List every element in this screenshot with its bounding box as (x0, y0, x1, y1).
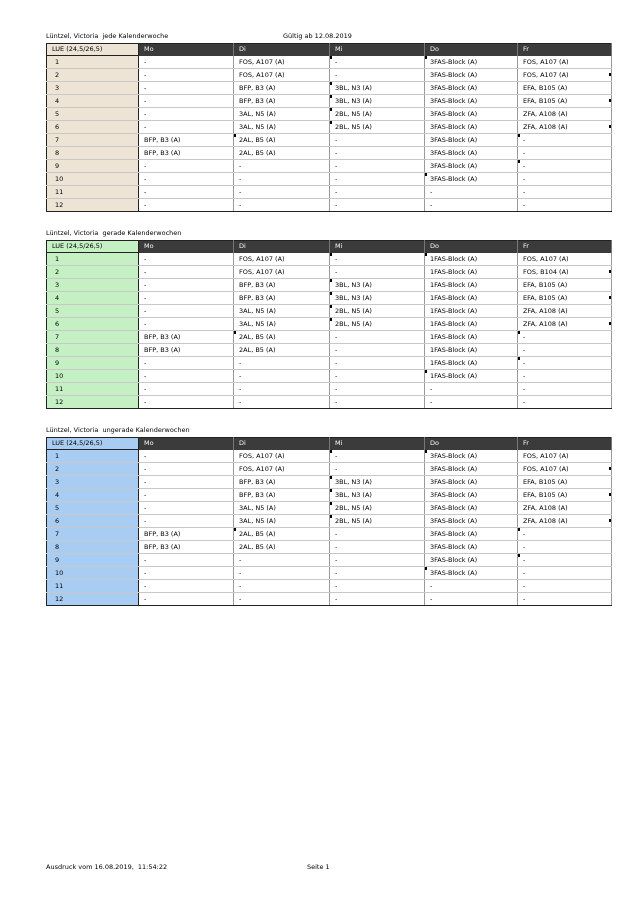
table-row (47, 279, 612, 292)
period-number: 1 (47, 56, 139, 69)
table-row (47, 580, 612, 593)
table-row (47, 56, 612, 69)
period-number: 6 (47, 318, 139, 331)
table-row (47, 186, 612, 199)
day-header-mo: Mo (139, 241, 234, 253)
lesson-cell-mo: - (139, 186, 234, 199)
lesson-cell-mo: - (139, 305, 234, 318)
lesson-cell-mo: - (139, 396, 234, 409)
lesson-cell-di: 3AL, N5 (A) (234, 318, 330, 331)
lesson-cell-di: FOS, A107 (A) (234, 450, 330, 463)
lesson-cell-do: - (425, 580, 518, 593)
table-row (47, 292, 612, 305)
lesson-cell-di: 2AL, B5 (A) (234, 528, 330, 541)
period-number: 5 (47, 305, 139, 318)
lesson-cell-do: 3FAS-Block (A) (425, 567, 518, 580)
day-header-fr: Fr (518, 438, 612, 450)
lesson-cell-di: FOS, A107 (A) (234, 69, 330, 82)
lesson-cell-fr: EFA, B105 (A) (518, 489, 612, 502)
table-row (47, 199, 612, 212)
day-header-do: Do (425, 44, 518, 56)
lesson-cell-do: 3FAS-Block (A) (425, 502, 518, 515)
timetable (46, 240, 612, 409)
lesson-cell-mo: - (139, 383, 234, 396)
period-number: 4 (47, 95, 139, 108)
lesson-cell-di: 2AL, B5 (A) (234, 134, 330, 147)
lesson-cell-fr: - (518, 134, 612, 147)
period-number: 3 (47, 82, 139, 95)
lesson-cell-mo: - (139, 318, 234, 331)
lesson-cell-mo: BFP, B3 (A) (139, 134, 234, 147)
lesson-cell-di: 2AL, B5 (A) (234, 331, 330, 344)
timetable (46, 43, 612, 212)
lesson-cell-di: BFP, B3 (A) (234, 489, 330, 502)
lesson-cell-mo: - (139, 82, 234, 95)
lesson-cell-mi: 3BL, N3 (A) (330, 95, 425, 108)
lesson-cell-mo: - (139, 266, 234, 279)
lesson-cell-mo: - (139, 199, 234, 212)
lesson-cell-mo: - (139, 489, 234, 502)
lesson-cell-fr: - (518, 344, 612, 357)
table-row (47, 160, 612, 173)
period-number: 6 (47, 515, 139, 528)
table-row (47, 305, 612, 318)
lesson-cell-do: 3FAS-Block (A) (425, 528, 518, 541)
lesson-cell-do: 3FAS-Block (A) (425, 173, 518, 186)
period-number: 7 (47, 331, 139, 344)
lesson-cell-mi: - (330, 593, 425, 606)
table-row (47, 82, 612, 95)
table-row (47, 266, 612, 279)
lesson-cell-mi: - (330, 541, 425, 554)
print-date: Ausdruck vom 16.08.2019, 11:54:22 (46, 863, 168, 871)
lesson-cell-fr: ZFA, A108 (A) (518, 305, 612, 318)
lesson-cell-mo: - (139, 580, 234, 593)
lesson-cell-mi: - (330, 554, 425, 567)
timetable-title: Lüntzel, Victoria jede Kalenderwoche (46, 32, 169, 40)
header-row (47, 241, 612, 253)
lesson-cell-mo: - (139, 253, 234, 266)
lesson-cell-di: - (234, 160, 330, 173)
lesson-cell-mi: 2BL, N5 (A) (330, 305, 425, 318)
table-row (47, 463, 612, 476)
period-number: 11 (47, 580, 139, 593)
period-number: 8 (47, 344, 139, 357)
table-row (47, 253, 612, 266)
lesson-cell-mo: - (139, 56, 234, 69)
table-row (47, 554, 612, 567)
lesson-cell-mi: - (330, 147, 425, 160)
lesson-cell-mi: - (330, 186, 425, 199)
lesson-cell-mo: - (139, 567, 234, 580)
table-row (47, 318, 612, 331)
lesson-cell-mo: - (139, 121, 234, 134)
day-header-fr: Fr (518, 241, 612, 253)
lesson-cell-fr: FOS, A107 (A) (518, 56, 612, 69)
lesson-cell-do: 1FAS-Block (A) (425, 292, 518, 305)
period-number: 2 (47, 463, 139, 476)
day-header-di: Di (234, 44, 330, 56)
timetable-title: Lüntzel, Victoria gerade Kalenderwochen (46, 229, 182, 237)
period-number: 12 (47, 396, 139, 409)
period-number: 3 (47, 279, 139, 292)
period-number: 11 (47, 383, 139, 396)
lesson-cell-fr: - (518, 580, 612, 593)
lesson-cell-fr: - (518, 528, 612, 541)
lesson-cell-mi: - (330, 528, 425, 541)
lesson-cell-do: - (425, 396, 518, 409)
lesson-cell-do: 3FAS-Block (A) (425, 541, 518, 554)
lesson-cell-fr: FOS, A107 (A) (518, 450, 612, 463)
lesson-cell-mi: - (330, 253, 425, 266)
lesson-cell-di: BFP, B3 (A) (234, 95, 330, 108)
lesson-cell-di: 3AL, N5 (A) (234, 121, 330, 134)
lesson-cell-fr: EFA, B105 (A) (518, 279, 612, 292)
day-header-do: Do (425, 438, 518, 450)
table-row (47, 95, 612, 108)
lesson-cell-fr: FOS, A107 (A) (518, 253, 612, 266)
lesson-cell-mo: - (139, 463, 234, 476)
period-number: 7 (47, 134, 139, 147)
lesson-cell-fr: FOS, A107 (A) (518, 69, 612, 82)
lesson-cell-di: - (234, 580, 330, 593)
table-row (47, 502, 612, 515)
lesson-cell-mo: - (139, 370, 234, 383)
lesson-cell-mo: - (139, 279, 234, 292)
table-row (47, 541, 612, 554)
lesson-cell-di: - (234, 370, 330, 383)
lesson-cell-fr: - (518, 396, 612, 409)
page-number: Seite 1 (307, 863, 330, 871)
lesson-cell-mo: - (139, 173, 234, 186)
lesson-cell-mo: BFP, B3 (A) (139, 331, 234, 344)
lesson-cell-do: 3FAS-Block (A) (425, 108, 518, 121)
day-header-do: Do (425, 241, 518, 253)
lesson-cell-do: 3FAS-Block (A) (425, 56, 518, 69)
lesson-cell-mo: - (139, 593, 234, 606)
lesson-cell-fr: - (518, 541, 612, 554)
class-header: LUE (24,5/26,5) (47, 438, 139, 450)
period-number: 4 (47, 292, 139, 305)
lesson-cell-do: 1FAS-Block (A) (425, 357, 518, 370)
lesson-cell-do: 3FAS-Block (A) (425, 515, 518, 528)
lesson-cell-di: FOS, A107 (A) (234, 253, 330, 266)
lesson-cell-do: - (425, 383, 518, 396)
lesson-cell-fr: - (518, 593, 612, 606)
lesson-cell-mi: - (330, 266, 425, 279)
lesson-cell-do: - (425, 186, 518, 199)
lesson-cell-di: - (234, 593, 330, 606)
period-number: 2 (47, 266, 139, 279)
lesson-cell-fr: ZFA, A108 (A) (518, 121, 612, 134)
lesson-cell-do: 1FAS-Block (A) (425, 305, 518, 318)
lesson-cell-do: 3FAS-Block (A) (425, 450, 518, 463)
lesson-cell-fr: ZFA, A108 (A) (518, 515, 612, 528)
lesson-cell-mi: 2BL, N5 (A) (330, 121, 425, 134)
day-header-mi: Mi (330, 44, 425, 56)
lesson-cell-mi: - (330, 173, 425, 186)
lesson-cell-fr: - (518, 186, 612, 199)
lesson-cell-mo: - (139, 450, 234, 463)
lesson-cell-mi: - (330, 567, 425, 580)
table-row (47, 147, 612, 160)
lesson-cell-mo: - (139, 292, 234, 305)
lesson-cell-mi: - (330, 450, 425, 463)
lesson-cell-do: 3FAS-Block (A) (425, 134, 518, 147)
lesson-cell-fr: - (518, 357, 612, 370)
period-number: 12 (47, 199, 139, 212)
lesson-cell-fr: - (518, 199, 612, 212)
lesson-cell-di: 3AL, N5 (A) (234, 502, 330, 515)
lesson-cell-mi: 2BL, N5 (A) (330, 108, 425, 121)
table-row (47, 344, 612, 357)
lesson-cell-fr: - (518, 383, 612, 396)
period-number: 12 (47, 593, 139, 606)
lesson-cell-di: FOS, A107 (A) (234, 56, 330, 69)
period-number: 3 (47, 476, 139, 489)
lesson-cell-mi: - (330, 199, 425, 212)
day-header-mo: Mo (139, 438, 234, 450)
lesson-cell-di: 3AL, N5 (A) (234, 108, 330, 121)
lesson-cell-do: 3FAS-Block (A) (425, 489, 518, 502)
day-header-di: Di (234, 438, 330, 450)
lesson-cell-di: - (234, 383, 330, 396)
period-number: 1 (47, 450, 139, 463)
timetable (46, 437, 612, 606)
period-number: 7 (47, 528, 139, 541)
lesson-cell-mi: - (330, 383, 425, 396)
lesson-cell-mi: 3BL, N3 (A) (330, 279, 425, 292)
lesson-cell-do: 3FAS-Block (A) (425, 69, 518, 82)
period-number: 1 (47, 253, 139, 266)
period-number: 5 (47, 108, 139, 121)
lesson-cell-mo: - (139, 554, 234, 567)
lesson-cell-do: 1FAS-Block (A) (425, 279, 518, 292)
period-number: 10 (47, 173, 139, 186)
lesson-cell-mo: - (139, 69, 234, 82)
lesson-cell-mi: - (330, 463, 425, 476)
table-row (47, 370, 612, 383)
lesson-cell-mo: BFP, B3 (A) (139, 147, 234, 160)
lesson-cell-do: - (425, 199, 518, 212)
lesson-cell-do: 1FAS-Block (A) (425, 266, 518, 279)
lesson-cell-do: 3FAS-Block (A) (425, 476, 518, 489)
period-number: 10 (47, 370, 139, 383)
table-row (47, 383, 612, 396)
lesson-cell-mi: 2BL, N5 (A) (330, 318, 425, 331)
lesson-cell-di: - (234, 199, 330, 212)
period-number: 10 (47, 567, 139, 580)
lesson-cell-mo: - (139, 357, 234, 370)
table-row (47, 108, 612, 121)
lesson-cell-di: BFP, B3 (A) (234, 476, 330, 489)
lesson-cell-fr: EFA, B105 (A) (518, 292, 612, 305)
header-row (47, 44, 612, 56)
lesson-cell-di: 3AL, N5 (A) (234, 515, 330, 528)
day-header-mi: Mi (330, 438, 425, 450)
lesson-cell-mo: BFP, B3 (A) (139, 528, 234, 541)
period-number: 2 (47, 69, 139, 82)
lesson-cell-fr: - (518, 173, 612, 186)
lesson-cell-mi: - (330, 357, 425, 370)
lesson-cell-mo: - (139, 502, 234, 515)
lesson-cell-mi: 3BL, N3 (A) (330, 489, 425, 502)
period-number: 9 (47, 160, 139, 173)
lesson-cell-fr: ZFA, A108 (A) (518, 318, 612, 331)
lesson-cell-fr: ZFA, A108 (A) (518, 502, 612, 515)
lesson-cell-do: 1FAS-Block (A) (425, 318, 518, 331)
table-row (47, 134, 612, 147)
lesson-cell-do: 1FAS-Block (A) (425, 331, 518, 344)
lesson-cell-mo: BFP, B3 (A) (139, 541, 234, 554)
lesson-cell-mi: 2BL, N5 (A) (330, 515, 425, 528)
lesson-cell-di: - (234, 186, 330, 199)
lesson-cell-do: - (425, 593, 518, 606)
period-number: 6 (47, 121, 139, 134)
period-number: 8 (47, 147, 139, 160)
lesson-cell-mi: - (330, 580, 425, 593)
lesson-cell-fr: - (518, 331, 612, 344)
lesson-cell-di: - (234, 554, 330, 567)
lesson-cell-di: - (234, 357, 330, 370)
period-number: 9 (47, 357, 139, 370)
lesson-cell-fr: - (518, 370, 612, 383)
lesson-cell-mi: - (330, 69, 425, 82)
lesson-cell-di: 2AL, B5 (A) (234, 147, 330, 160)
lesson-cell-mi: - (330, 370, 425, 383)
lesson-cell-fr: ZFA, A108 (A) (518, 108, 612, 121)
lesson-cell-do: 3FAS-Block (A) (425, 160, 518, 173)
lesson-cell-mi: 3BL, N3 (A) (330, 82, 425, 95)
lesson-cell-do: 1FAS-Block (A) (425, 344, 518, 357)
day-header-di: Di (234, 241, 330, 253)
day-header-mi: Mi (330, 241, 425, 253)
lesson-cell-do: 3FAS-Block (A) (425, 147, 518, 160)
lesson-cell-di: 3AL, N5 (A) (234, 305, 330, 318)
lesson-cell-di: 2AL, B5 (A) (234, 344, 330, 357)
lesson-cell-mo: - (139, 476, 234, 489)
lesson-cell-mi: - (330, 56, 425, 69)
lesson-cell-mi: - (330, 331, 425, 344)
lesson-cell-di: - (234, 173, 330, 186)
lesson-cell-fr: - (518, 160, 612, 173)
lesson-cell-do: 1FAS-Block (A) (425, 370, 518, 383)
class-header: LUE (24,5/26,5) (47, 44, 139, 56)
table-row (47, 593, 612, 606)
table-row (47, 476, 612, 489)
lesson-cell-di: 2AL, B5 (A) (234, 541, 330, 554)
lesson-cell-do: 3FAS-Block (A) (425, 463, 518, 476)
lesson-cell-do: 3FAS-Block (A) (425, 95, 518, 108)
lesson-cell-fr: EFA, B105 (A) (518, 476, 612, 489)
lesson-cell-do: 3FAS-Block (A) (425, 82, 518, 95)
lesson-cell-fr: - (518, 567, 612, 580)
lesson-cell-mi: 3BL, N3 (A) (330, 476, 425, 489)
lesson-cell-fr: FOS, B104 (A) (518, 266, 612, 279)
day-header-fr: Fr (518, 44, 612, 56)
table-row (47, 567, 612, 580)
table-row (47, 121, 612, 134)
class-header: LUE (24,5/26,5) (47, 241, 139, 253)
lesson-cell-mi: - (330, 134, 425, 147)
lesson-cell-mo: BFP, B3 (A) (139, 344, 234, 357)
lesson-cell-mo: - (139, 160, 234, 173)
lesson-cell-mo: - (139, 515, 234, 528)
period-number: 4 (47, 489, 139, 502)
lesson-cell-mo: - (139, 95, 234, 108)
table-row (47, 528, 612, 541)
lesson-cell-mi: 2BL, N5 (A) (330, 502, 425, 515)
table-row (47, 396, 612, 409)
lesson-cell-fr: EFA, B105 (A) (518, 95, 612, 108)
day-header-mo: Mo (139, 44, 234, 56)
lesson-cell-mi: - (330, 396, 425, 409)
lesson-cell-di: FOS, A107 (A) (234, 266, 330, 279)
lesson-cell-di: BFP, B3 (A) (234, 292, 330, 305)
table-row (47, 357, 612, 370)
lesson-cell-di: BFP, B3 (A) (234, 279, 330, 292)
lesson-cell-di: FOS, A107 (A) (234, 463, 330, 476)
lesson-cell-mi: - (330, 344, 425, 357)
period-number: 9 (47, 554, 139, 567)
header-row (47, 438, 612, 450)
lesson-cell-di: BFP, B3 (A) (234, 82, 330, 95)
period-number: 11 (47, 186, 139, 199)
lesson-cell-do: 1FAS-Block (A) (425, 253, 518, 266)
lesson-cell-do: 3FAS-Block (A) (425, 121, 518, 134)
lesson-cell-fr: FOS, A107 (A) (518, 463, 612, 476)
table-row (47, 173, 612, 186)
table-row (47, 489, 612, 502)
period-number: 5 (47, 502, 139, 515)
lesson-cell-mo: - (139, 108, 234, 121)
lesson-cell-fr: - (518, 554, 612, 567)
table-row (47, 515, 612, 528)
lesson-cell-di: - (234, 396, 330, 409)
timetable-title: Lüntzel, Victoria ungerade Kalenderwochen (46, 426, 190, 434)
lesson-cell-fr: - (518, 147, 612, 160)
period-number: 8 (47, 541, 139, 554)
table-row (47, 450, 612, 463)
lesson-cell-fr: EFA, B105 (A) (518, 82, 612, 95)
table-row (47, 69, 612, 82)
table-row (47, 331, 612, 344)
lesson-cell-di: - (234, 567, 330, 580)
valid-from-label: Gültig ab 12.08.2019 (283, 32, 352, 40)
lesson-cell-mi: 3BL, N3 (A) (330, 292, 425, 305)
lesson-cell-mi: - (330, 160, 425, 173)
lesson-cell-do: 3FAS-Block (A) (425, 554, 518, 567)
